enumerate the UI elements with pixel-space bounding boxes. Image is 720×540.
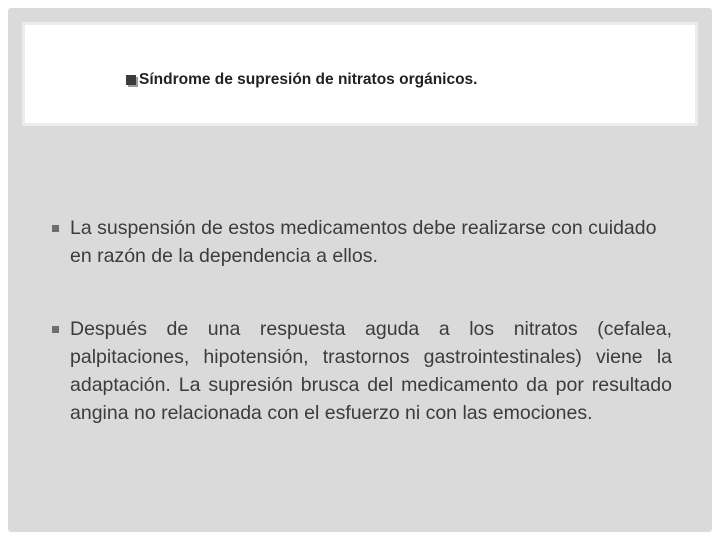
bullet-list [46,214,672,427]
square-bullet-icon [52,225,59,232]
bullet-text-1: La suspensión de estos medicamentos debe realizarse con cuidado en razón de la dependencia a ellos. [70,217,657,267]
bullet-item-1 [46,214,672,270]
square-bullet-icon [52,326,59,333]
checkbox-square-icon [126,75,136,85]
slide-title-text: Síndrome de supresión de nitratos orgánicos. [139,71,478,88]
bullet-text-2: Después de una respuesta aguda a los nitratos (cefalea, palpitaciones, hipotensión, trastornos gastrointestinales) viene la adaptación. La supresión brusca del medicamento da por resultado angina no relacionada con el esfuerzo ni con las emociones. [70,318,672,424]
bullet-item-2 [46,315,672,427]
slide-title [126,71,477,89]
